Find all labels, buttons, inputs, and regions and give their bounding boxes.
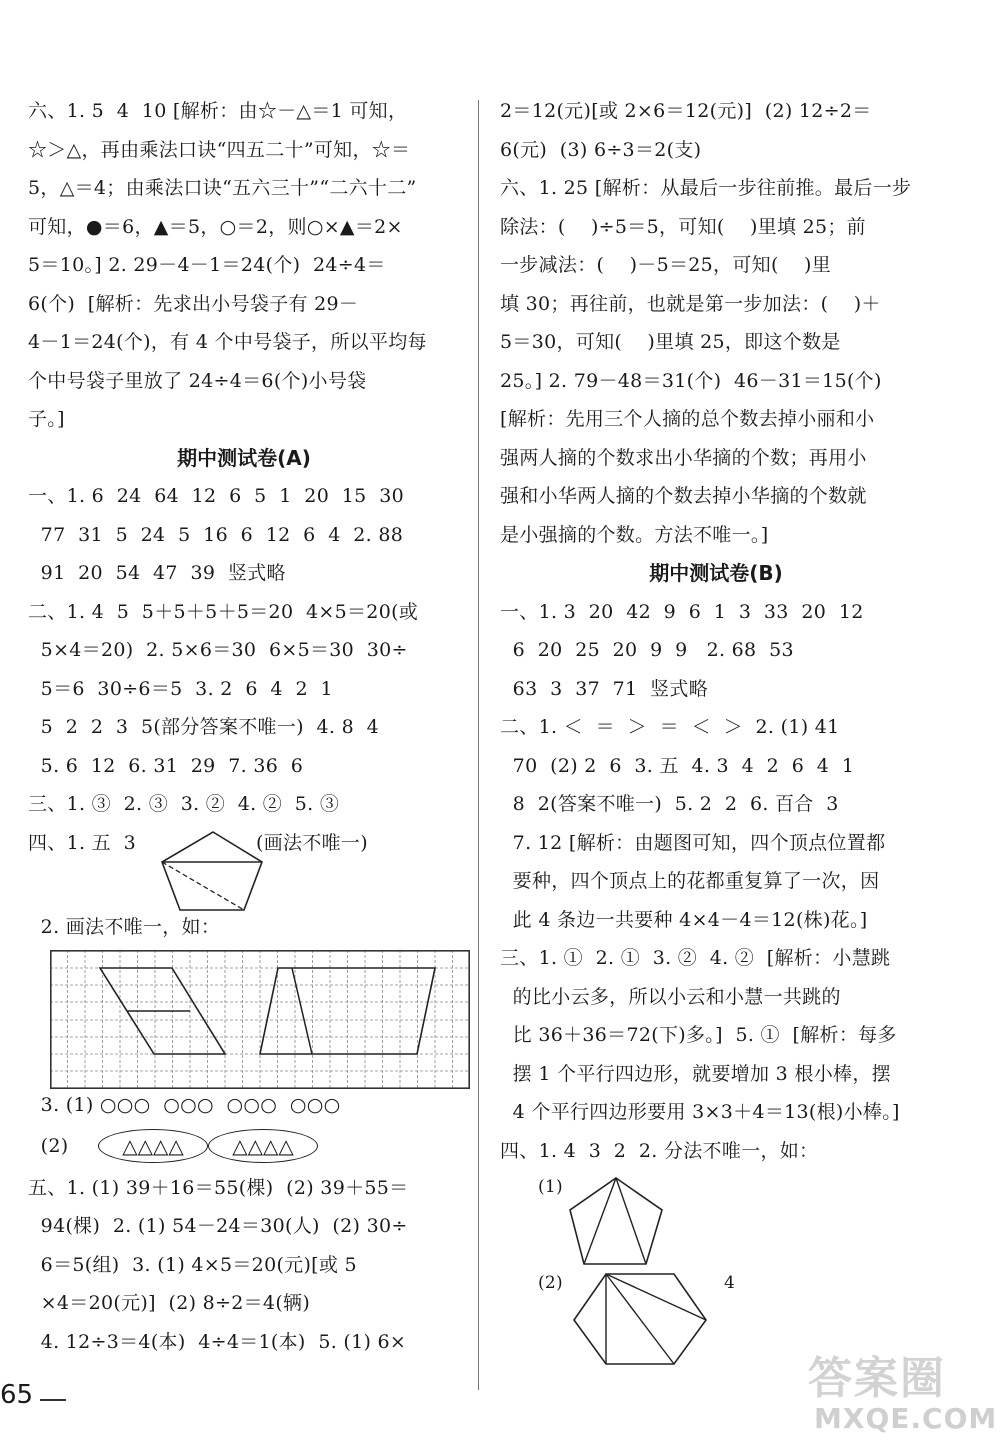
q4-label: 四、1. 五 3: [28, 831, 137, 854]
text-line: 6(元) (3) 6÷3＝2(支): [500, 138, 702, 161]
column-divider: [478, 100, 479, 1390]
left-column: [28, 92, 460, 1361]
text-line: 五、1. (1) 39＋16＝55(棵) (2) 39＋55＝: [28, 1176, 409, 1199]
text-line: 个中号袋子里放了 24÷4＝6(个)小号袋: [28, 369, 367, 392]
watermark-logo: [808, 1342, 998, 1446]
text-line: 强两人摘的个数求出小华摘的个数；再用小: [500, 446, 867, 469]
text-line: 63 3 37 71 竖式略: [500, 677, 709, 700]
text-line: 四、1. 4 3 2 2. 分法不唯一，如：: [500, 1139, 819, 1162]
text-line: 5，△＝4；由乘法口诀“五六三十”“二六十二”: [28, 177, 417, 199]
q4-note: (画法不唯一): [256, 831, 368, 854]
text-line: 六、1. 25 [解析：从最后一步往前推。最后一步: [500, 177, 912, 199]
text-line: 8 2(答案不唯一) 5. 2 2 6. 百合 3: [500, 793, 839, 815]
text-line: 摆 1 个平行四边形，就要增加 3 根小棒，摆: [500, 1062, 891, 1085]
text-line: 77 31 5 24 5 16 6 12 6 4 2. 88: [28, 523, 404, 546]
triangle-group-1: [98, 1129, 208, 1163]
grid-figure: [50, 950, 470, 1090]
text-line: 除法：( )÷5＝5，可知( )里填 25；前: [500, 215, 866, 238]
pentagon-figure: [158, 830, 268, 914]
text-line: 5＝6 30÷6＝5 3. 2 6 4 2 1: [28, 677, 333, 700]
watermark-title: 答案圈: [808, 1353, 946, 1404]
fig-2-count: 4: [724, 1273, 736, 1293]
text-line: 2＝12(元)[或 2×6＝12(元)] (2) 12÷2＝: [500, 100, 872, 122]
text-line: 4－1＝24(个)，有 4 个中号袋子，所以平均每: [28, 331, 427, 353]
text-line: 94(棵) 2. (1) 54－24＝30(人) (2) 30÷: [28, 1215, 408, 1237]
pentagon-split-figure: [566, 1176, 666, 1268]
text-line: 5×4＝20) 2. 5×6＝30 6×5＝30 30÷: [28, 639, 408, 661]
hexagon-split-figure: [570, 1270, 710, 1366]
text-line: 70 (2) 2 6 3. 五 4. 3 4 2 6 4 1: [500, 754, 855, 777]
text-line: 填 30；再往前，也就是第一步加法：( )＋: [500, 292, 881, 315]
q3-2-label: (2): [28, 1134, 69, 1157]
watermark-url: MXQE.COM: [814, 1402, 998, 1435]
text-line: 25。] 2. 79－48＝31(个) 46－31＝15(个): [500, 369, 882, 392]
text-line: 7. 12 [解析：由题图可知，四个顶点位置都: [500, 831, 886, 854]
text-line: 二、1. 4 5 5＋5＋5＋5＝20 4×5＝20(或: [28, 600, 419, 623]
text-line: 4 个平行四边形要用 3×3＋4＝13(根)小棒。]: [500, 1101, 900, 1123]
page-number-dash: [40, 1399, 66, 1401]
text-line: 6＝5(组) 3. (1) 4×5＝20(元)[或 5: [28, 1253, 357, 1276]
text-line: ☆＞△，再由乘法口诀“四五二十”可知，☆＝: [28, 138, 411, 161]
text-line: 5. 6 12 6. 31 29 7. 36 6: [28, 754, 304, 777]
section-title-midterm-a: 期中测试卷(A): [177, 445, 311, 470]
text-line: ×4＝20(元)] (2) 8÷2＝4(辆): [28, 1292, 311, 1314]
text-line: [解析：先用三个人摘的总个数去掉小丽和小: [500, 408, 875, 430]
text-line: 5 2 2 3 5(部分答案不唯一) 4. 8 4: [28, 716, 380, 738]
text-line: 要种，四个顶点上的花都重复算了一次，因: [500, 870, 880, 892]
page-number: 65: [0, 1380, 34, 1410]
triangle-group-2: [208, 1129, 318, 1163]
fig-1-block: [500, 1170, 932, 1274]
text-line: 三、1. ① 2. ① 3. ② 4. ② [解析：小慧跳: [500, 947, 891, 969]
q4-pentagon-block: [28, 824, 460, 908]
text-line: 比 36＋36＝72(下)多。] 5. ① [解析：每多: [500, 1024, 897, 1046]
text-line: 可知，●＝6，▲＝5，○＝2，则○×▲＝2×: [28, 215, 403, 238]
text-line: 六、1. 5 4 10 [解析：由☆－△＝1 可知，: [28, 100, 408, 122]
text-line: 是小强摘的个数。方法不唯一。]: [500, 523, 769, 546]
grid-figure-block: [28, 946, 460, 1086]
triangle-group-2-text: △△△△: [232, 1133, 294, 1158]
text-line: 三、1. ③ 2. ③ 3. ② 4. ② 5. ③: [28, 793, 340, 815]
text-line: 91 20 54 47 39 竖式略: [28, 562, 286, 584]
text-line: 强和小华两人摘的个数去掉小华摘的个数就: [500, 485, 867, 507]
text-line: 一步减法：( )－5＝25，可知( )里: [500, 254, 832, 276]
text-line: 的比小云多，所以小云和小慧一共跳的: [500, 985, 841, 1008]
text-line: 6(个) [解析：先求出小号袋子有 29－: [28, 292, 359, 315]
text-line: 一、1. 3 20 42 9 6 1 3 33 20 12: [500, 600, 864, 623]
text-line: 子。]: [28, 408, 65, 430]
q3-circles-line: 3. (1) ○○○ ○○○ ○○○ ○○○: [28, 1094, 341, 1116]
fig-1-label: (1): [538, 1177, 563, 1197]
fig-2-label: (2): [538, 1273, 563, 1293]
text-line: 2. 画法不唯一，如：: [28, 915, 221, 938]
text-line: 5＝10。] 2. 29－4－1＝24(个) 24÷4＝: [28, 254, 386, 276]
right-column: [500, 92, 932, 1374]
triangle-group-1-text: △△△△: [122, 1133, 184, 1158]
text-line: 5＝30，可知( )里填 25，即这个数是: [500, 331, 841, 353]
text-line: 一、1. 6 24 64 12 6 5 1 20 15 30: [28, 485, 404, 507]
text-line: 二、1. ＜ ＝ ＞ ＝ ＜ ＞ 2. (1) 41: [500, 716, 840, 738]
text-line: 此 4 条边一共要种 4×4－4＝12(株)花。]: [500, 908, 868, 931]
text-line: 6 20 25 20 9 9 2. 68 53: [500, 639, 794, 661]
text-line: 4. 12÷3＝4(本) 4÷4＝1(本) 5. (1) 6×: [28, 1330, 407, 1353]
q3-2-block: [28, 1125, 460, 1169]
section-title-midterm-b: 期中测试卷(B): [649, 561, 783, 585]
